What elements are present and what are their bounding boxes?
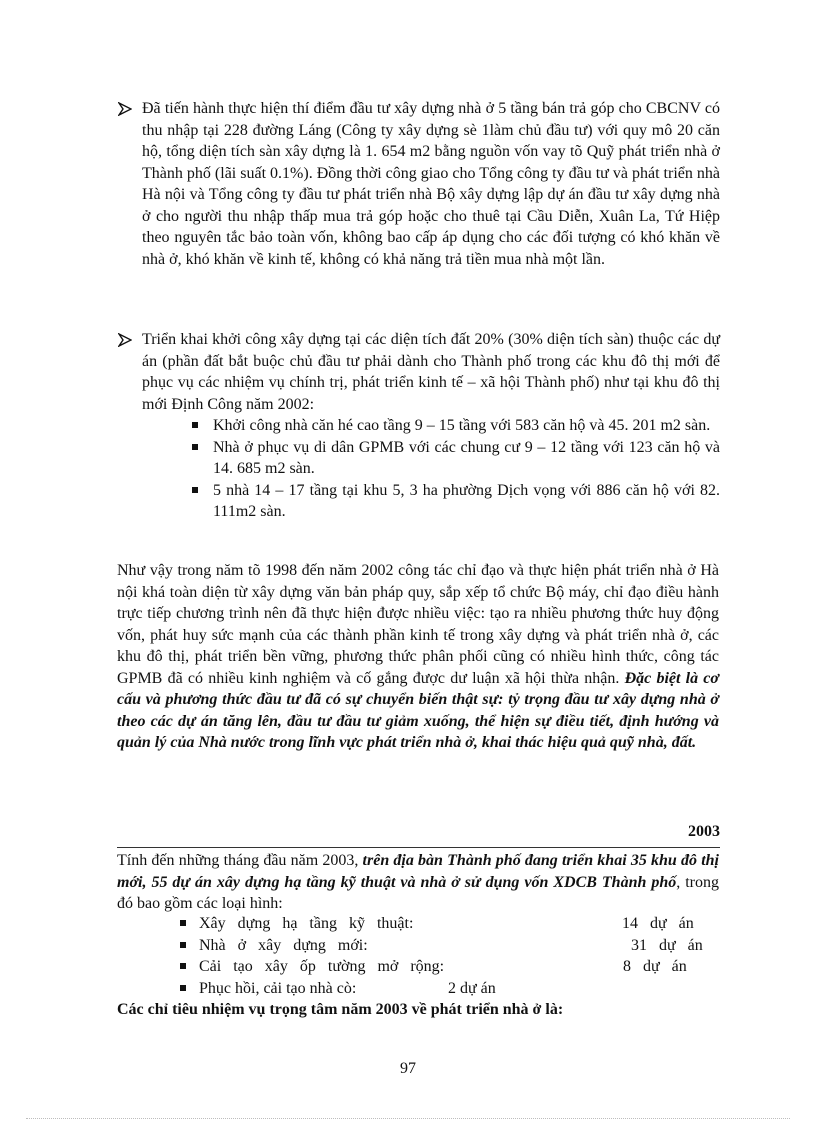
list-item [187, 437, 720, 480]
count-label: Phục hồi, cải tạo nhà cò: [199, 979, 357, 997]
list-item [187, 415, 720, 437]
square-bullet-icon [180, 963, 186, 969]
intro-lead: Tính đến những tháng đầu năm 2003, [117, 852, 363, 869]
section-heading: Các chỉ tiêu nhiệm vụ trọng tâm năm 2003 về phát triển nhà ở là: [117, 1001, 564, 1018]
list-item-text: Khởi công nhà căn hé cao tầng 9 – 15 tầng với 583 căn hộ và 45. 201 m2 sàn. [213, 417, 711, 434]
count-value: 31 dự án [631, 936, 703, 954]
intro-emphasis: trên địa bàn Thành phố đang triển khai 35 khu đô thị mới, 55 dự án xây dựng hạ tầng kỹ thuật và nhà ở sử dụng vốn XDCB Thành phố [117, 852, 720, 891]
list-item-text: Nhà ở phục vụ di dân GPMB với các chung cư 9 – 12 tầng với 123 căn hộ và 14. 685 m2 sàn. [213, 438, 720, 477]
square-bullet-icon [180, 942, 186, 948]
count-value: 14 dự án [622, 915, 694, 932]
list-item [187, 480, 720, 523]
page-number: 97 [400, 1060, 416, 1077]
square-bullet-icon [192, 444, 198, 450]
arrow-bullet-icon [118, 98, 136, 116]
divider [117, 847, 720, 848]
square-bullet-icon [192, 422, 198, 428]
count-label: Xây dựng hạ tầng kỹ thuật: [199, 915, 414, 932]
summary-paragraph [117, 560, 719, 754]
bullet-text: Triển khai khởi công xây dựng tại các diện tích đất 20% (30% diện tích sàn) thuộc các dự án (phần đất bắt buộc chủ đầu tư phải dành cho Thành phố trong các khu đô thị mới để phục vụ các nhiệm vụ chính trị, phát triển kinh tế – xã hội Thành phố) như tại khu đô thị mới Định Công năm 2002: [142, 331, 720, 413]
count-value: 2 dự án [448, 979, 496, 997]
sub-list [118, 415, 720, 523]
count-label: Nhà ở xây dựng mới: [199, 936, 368, 954]
square-bullet-icon [192, 487, 198, 493]
list-item [117, 913, 720, 935]
arrow-bullet-icon [118, 329, 136, 347]
list-item [117, 978, 720, 1000]
bullet-item [118, 98, 720, 270]
count-value: 8 dự án [623, 958, 687, 975]
year-heading: 2003 [688, 823, 720, 840]
summary-text: Như vậy trong năm tõ 1998 đến năm 2002 công tác chỉ đạo và thực hiện phát triển nhà ở Hà nội khá toàn diện từ xây dựng văn bản pháp quy, sắp xếp tổ chức Bộ máy, chỉ đạo điều hành trực tiếp chương trình nên đã thực hiện được nhiều việc: tạo ra nhiều phương thức huy động vốn, phát huy sức mạnh của các thành phần kinh tế trong xây dựng và phát triển nhà ở, các khu đô thị, phát triển bền vững, phương thức phân phối cũng có nhiều hình thức, công tác GPMB đã có nhiều kinh nghiệm và cố gắng được dư luận xã hội thừa nhận. [117, 562, 719, 687]
square-bullet-icon [180, 985, 186, 991]
intro-tail: , trong đó bao gồm các loại hình: [117, 873, 720, 912]
count-label: Cải tạo xây ốp tường mở rộng: [199, 958, 445, 975]
bullet-text: Đã tiến hành thực hiện thí điểm đầu tư xây dựng nhà ở 5 tầng bán trả góp cho CBCNV có thu nhập tại 228 đường Láng (Công ty xây dựng sè 1làm chủ đầu tư) với quy mô 20 căn hộ, tổng diện tích sàn xây dựng là 1. 654 m2 bằng nguồn vốn vay tõ Quỹ phát triển nhà ở Thành phố (lãi suất 0.1%). Đồng thời công giao cho Tổng công ty đầu tư và phát triển nhà Hà nội và Tổng công ty đầu tư phát triển nhà Bộ xây dựng lập dự án đầu tư xây dựng nhà ở cho người thu nhập thấp mua trả góp hoặc cho thuê tại Cầu Diễn, Xuân La, Tứ Hiệp theo nguyên tắc bảo toàn vốn, không bao cấp áp dụng cho các đối tượng có khó khăn về nhà ở, khó khăn về kinh tế, không có khả năng trả tiền mua nhà một lần. [142, 100, 720, 268]
list-item [117, 956, 720, 978]
summary-emphasis: Đặc biệt là cơ cấu và phương thức đầu tư đã có sự chuyển biến thật sự: tỷ trọng đầu tư xây dựng nhà ở theo các dự án tăng lên, đầu tư đầu tư giảm xuống, thể hiện sự điều tiết, định hướng và quản lý của Nhà nước trong lĩnh vực phát triển nhà ở, khai thác hiệu quả quỹ nhà, đất. [117, 669, 719, 751]
intro-paragraph [117, 850, 719, 915]
project-count-list [117, 913, 720, 999]
bullet-item [118, 329, 720, 523]
page-border [26, 1118, 790, 1119]
list-item-text: 5 nhà 14 – 17 tầng tại khu 5, 3 ha phường Dịch vọng với 886 căn hộ với 82. 111m2 sàn. [213, 481, 720, 520]
square-bullet-icon [180, 920, 186, 926]
list-item [117, 935, 720, 957]
